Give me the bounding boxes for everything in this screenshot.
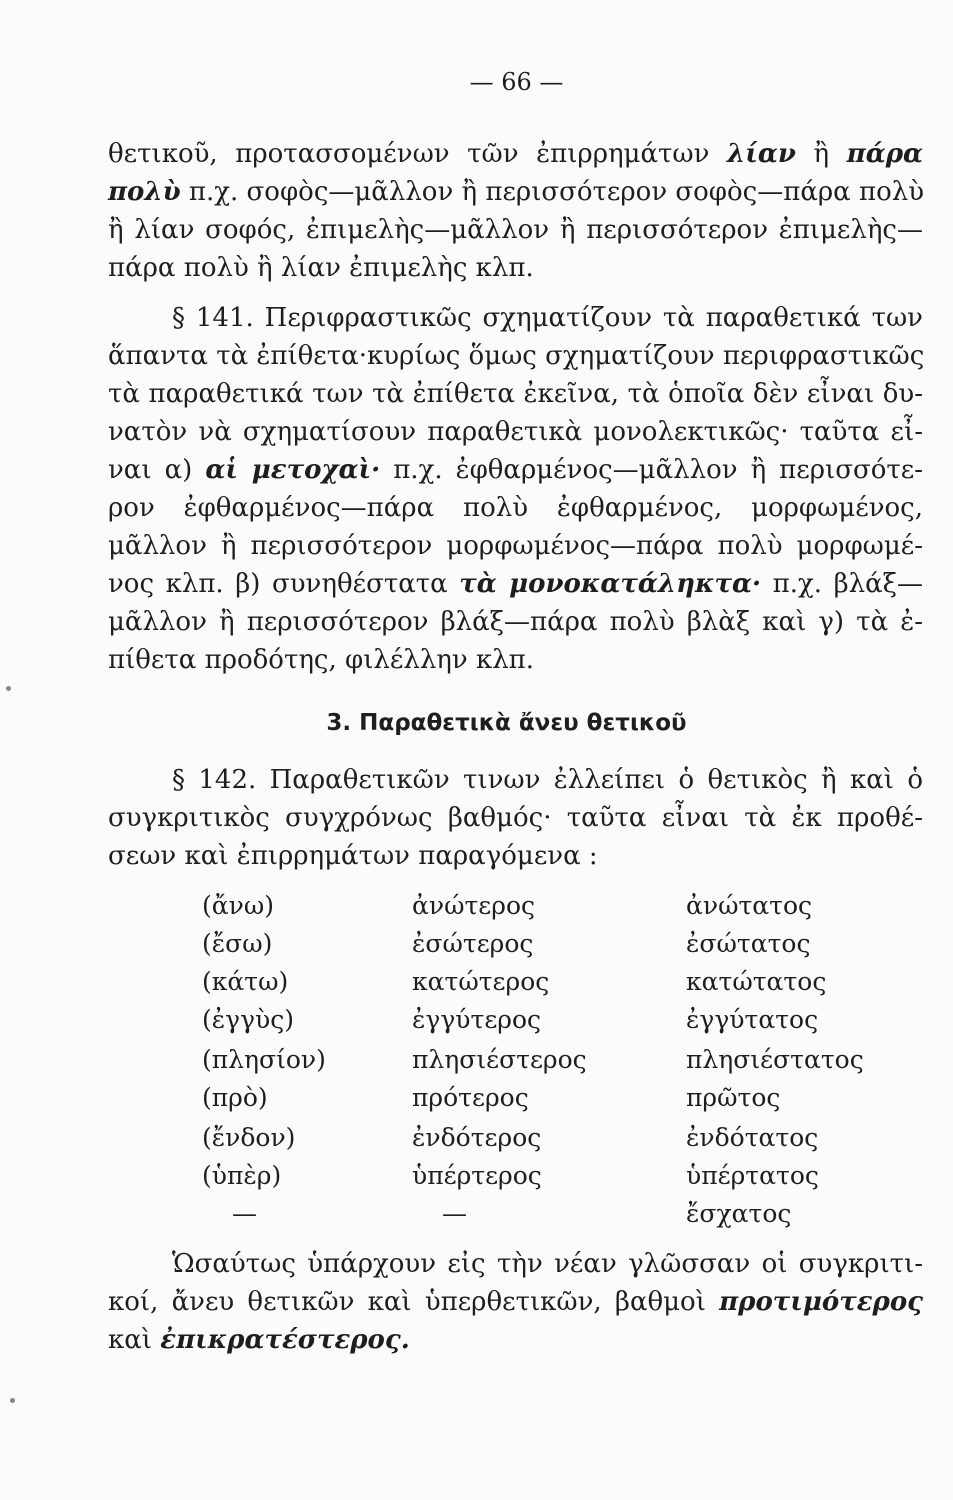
- base-form: (ἐγγὺς): [202, 1005, 295, 1034]
- text-line: μᾶλλον ἢ περισσότερον βλάξ—πάρα πολὺ βλὰξ καὶ γ) τὰ ἐ-: [108, 607, 923, 637]
- text-line: νατὸν νὰ σχηματίσουν παραθετικὰ μονολεκτικῶς· ταῦτα εἶ-: [108, 417, 923, 447]
- emphasis-text: προτιμότερος: [719, 1287, 923, 1317]
- base-form: (πλησίον): [202, 1045, 326, 1074]
- table-row: [0, 964, 953, 1000]
- comparative-form: ἐσώτερος: [412, 929, 534, 958]
- text-span: νος κλπ. β) συνηθέστατα: [108, 569, 448, 599]
- base-form: (ἄνω): [202, 891, 274, 920]
- emphasis-text: ἐπικρατέστερος.: [160, 1325, 410, 1355]
- base-form: (πρὸ): [202, 1083, 268, 1112]
- table-row: [0, 1080, 953, 1116]
- superlative-form: ἐσώτατος: [686, 929, 811, 958]
- table-row: [0, 1042, 953, 1078]
- emphasis-text: πολὺ: [108, 177, 181, 207]
- table-row: [0, 926, 953, 962]
- text-line: ἅπαντα τὰ ἐπίθετα·κυρίως ὅμως σχηματίζουν περιφραστικῶς: [108, 341, 925, 371]
- superlative-form: πλησιέστατος: [686, 1045, 864, 1074]
- superlative-form: ἐνδότατος: [686, 1123, 819, 1152]
- table-row: [0, 1196, 953, 1232]
- section-heading: 3. Παραθετικὰ ἄνευ θετικοῦ: [326, 710, 687, 736]
- base-form: (ἔνδον): [202, 1123, 296, 1152]
- comparative-form: ἐγγύτερος: [412, 1005, 542, 1034]
- emphasis-text: λίαν: [727, 139, 796, 169]
- text-line: μᾶλλον ἢ περισσότερον μορφωμένος—πάρα πολὺ μορφωμέ-: [108, 531, 923, 561]
- text-line: ρον ἐφθαρμένος—πάρα πολὺ ἐφθαρμένος, μορφωμένος,: [108, 493, 923, 523]
- superlative-form: ἀνώτατος: [686, 891, 813, 920]
- comparative-form: κατώτερος: [412, 967, 550, 996]
- text-line: § 141. Περιφραστικῶς σχηματίζουν τὰ παραθετικά των: [172, 303, 923, 333]
- text-line: σεων καὶ ἐπιρρημάτων παραγόμενα :: [108, 841, 598, 871]
- base-form: (ἔσω): [202, 929, 273, 958]
- text-span: π.χ. βλάξ—: [772, 569, 923, 599]
- text-line: [108, 1322, 923, 1358]
- superlative-form: ὑπέρτατος: [686, 1161, 819, 1190]
- text-line: [108, 174, 923, 210]
- emphasis-text: τὰ μονοκατάληκτα·: [459, 569, 762, 599]
- paper-speck: [10, 1398, 15, 1403]
- paper-speck: [6, 686, 11, 691]
- superlative-form: ἔσχατος: [686, 1199, 792, 1228]
- comparative-form: —: [442, 1199, 467, 1228]
- text-line: τὰ παραθετικά των τὰ ἐπίθετα ἐκεῖνα, τὰ ὁποῖα δὲν εἶναι δυ-: [108, 379, 923, 409]
- table-row: [0, 1002, 953, 1038]
- text-line: [108, 566, 923, 602]
- superlative-form: κατώτατος: [686, 967, 827, 996]
- table-row: [0, 1158, 953, 1194]
- text-line: πάρα πολὺ ἢ λίαν ἐπιμελὴς κλπ.: [108, 253, 534, 283]
- superlative-form: πρῶτος: [686, 1083, 781, 1112]
- page-number: — 66 —: [469, 68, 564, 96]
- comparative-form: ἐνδότερος: [412, 1123, 542, 1152]
- base-form: —: [232, 1199, 257, 1228]
- text-span: ἢ: [813, 139, 830, 169]
- text-line: Ὡσαύτως ὑπάρχουν εἰς τὴν νέαν γλῶσσαν οἱ συγκριτι-: [172, 1249, 923, 1279]
- text-line: πίθετα προδότης, φιλέλλην κλπ.: [108, 645, 535, 675]
- text-line: [108, 1284, 923, 1320]
- table-row: [0, 1120, 953, 1156]
- comparative-form: πλησιέστερος: [412, 1045, 587, 1074]
- table-row: [0, 888, 953, 924]
- text-line: § 142. Παραθετικῶν τινων ἐλλείπει ὁ θετικὸς ἢ καὶ ὁ: [172, 765, 923, 795]
- text-span: π.χ. ἐφθαρμένος—μᾶλλον ἢ περισσότε-: [393, 455, 924, 485]
- comparative-form: πρότερος: [412, 1083, 529, 1112]
- emphasis-text: αἱ μετοχαὶ·: [205, 455, 381, 485]
- text-span: θετικοῦ, προτασσομένων τῶν ἐπιρρημάτων: [108, 139, 710, 169]
- text-span: π.χ. σοφὸς—μᾶλλον ἢ περισσότερον σοφὸς—πάρα πολὺ: [188, 177, 925, 207]
- text-line: συγκριτικὸς συγχρόνως βαθμός· ταῦτα εἶναι τὰ ἐκ προθέ-: [108, 803, 923, 833]
- emphasis-text: πάρα: [846, 139, 924, 169]
- superlative-form: ἐγγύτατος: [686, 1005, 819, 1034]
- base-form: (κάτω): [202, 967, 289, 996]
- base-form: (ὑπὲρ): [202, 1161, 282, 1190]
- text-line: [108, 136, 923, 172]
- text-span: καὶ: [108, 1325, 153, 1355]
- text-line: ἢ λίαν σοφός, ἐπιμελὴς—μᾶλλον ἢ περισσότερον ἐπιμελὴς—: [108, 215, 923, 245]
- text-span: ναι α): [108, 455, 193, 485]
- text-span: κοί, ἄνευ θετικῶν καὶ ὑπερθετικῶν, βαθμοὶ: [108, 1287, 706, 1317]
- comparative-form: ἀνώτερος: [412, 891, 535, 920]
- comparative-form: ὑπέρτερος: [412, 1161, 542, 1190]
- text-line: [108, 452, 923, 488]
